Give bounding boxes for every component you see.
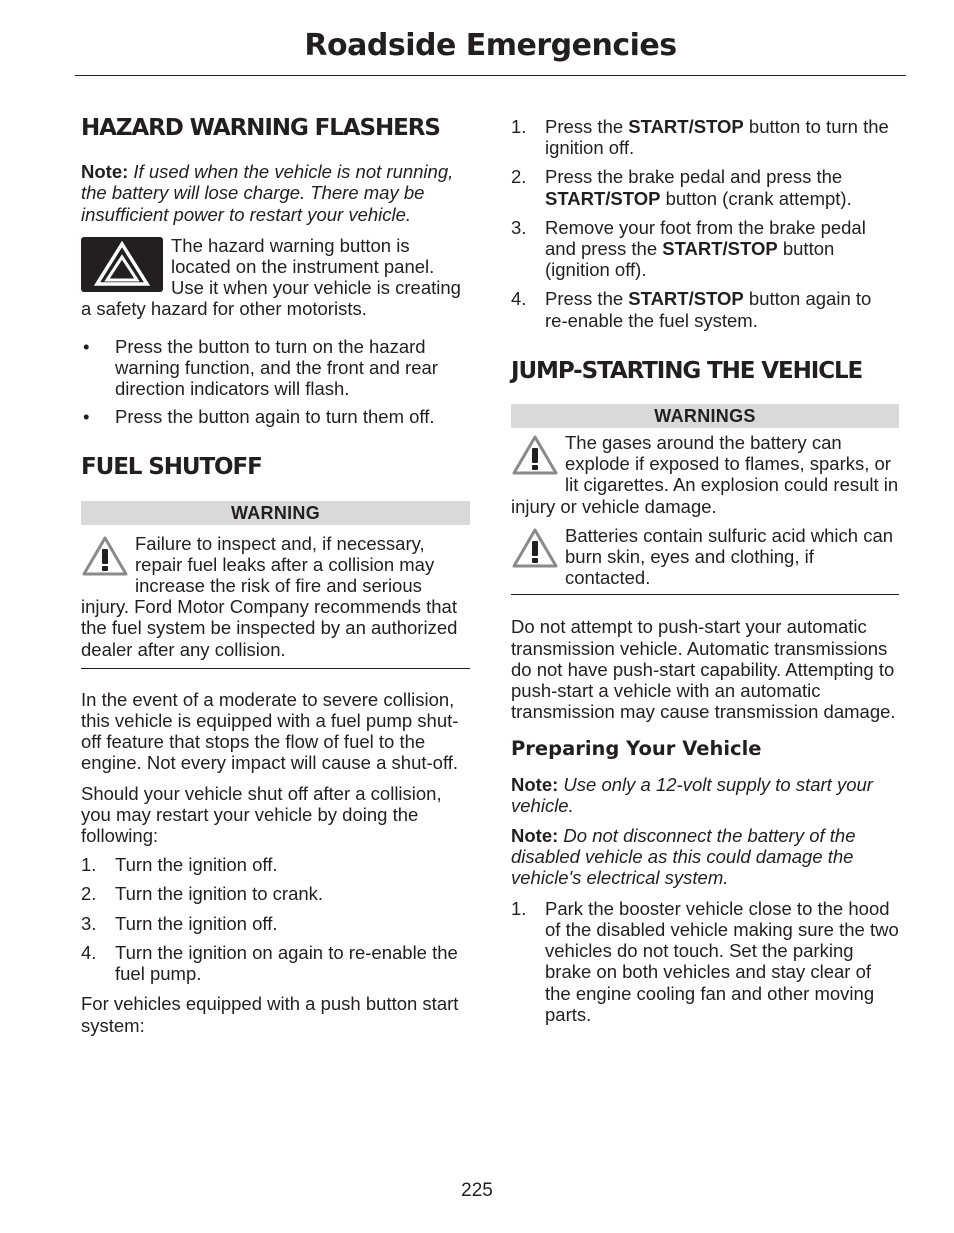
list-item [81, 883, 470, 904]
step-number: 4. [511, 288, 527, 310]
step-text: Press the START/STOP button to turn the ignition off. [545, 116, 889, 159]
page-number: 225 [461, 1180, 493, 1201]
step-number: 4. [81, 941, 97, 963]
fuel-steps [81, 854, 470, 984]
list-item [511, 116, 899, 158]
step-text: Remove your foot from the brake pedal and press the START/STOP button (ignition off). [545, 216, 866, 281]
start-stop-label: START/STOP [662, 238, 778, 260]
list-item [511, 288, 899, 330]
fuel-paragraph-1: In the event of a moderate to severe collision, this vehicle is equipped with a fuel pump shut-off feature that stops the flow of fuel to the engine. Not every impact will cause a shut-off. [81, 688, 459, 774]
page-title: Roadside Emergencies [304, 28, 677, 63]
warning-triangle-icon [511, 434, 559, 480]
note-label: Note: [511, 825, 559, 847]
start-stop-label: START/STOP [628, 288, 744, 310]
jump-paragraph: Do not attempt to push-start your automatic transmission vehicle. Automatic transmissions do not have push-start capability. Attempting to push-start a vehicle with an automatic transmission may cause transmission damage. [511, 616, 896, 723]
fuel-paragraph-2: Should your vehicle shut off after a collision, you may restart your vehicle by doing the following: [81, 782, 442, 847]
jump-warning-2: Batteries contain sulfuric acid which can burn skin, eyes and clothing, if contacted. [565, 524, 894, 589]
start-stop-label: START/STOP [628, 116, 744, 137]
divider [81, 668, 470, 669]
hazard-intro-block [81, 235, 470, 320]
step-number: 2. [81, 883, 97, 905]
title-divider [75, 75, 906, 76]
step-text: Turn the ignition off. [115, 912, 278, 934]
jump-warning-2-block [511, 525, 899, 589]
list-item [81, 942, 470, 984]
note-text: Do not disconnect the battery of the disabled vehicle as this could damage the vehicle's electrical system. [511, 825, 856, 889]
hazard-intro: The hazard warning button is located on the instrument panel. Use it when your vehicle is creating a safety hazard for other motorists. [81, 234, 461, 320]
jump-warning-1: The gases around the battery can explode if exposed to flames, sparks, or lit cigarettes. An explosion could result in injury or vehicle damage. [511, 432, 899, 517]
bullet-marker: • [83, 335, 90, 357]
hazard-heading: HAZARD WARNING FLASHERS [81, 115, 440, 141]
list-item [81, 336, 470, 400]
jump-note-1 [511, 774, 899, 816]
jump-heading: JUMP-STARTING THE VEHICLE [511, 357, 863, 384]
step-text: Press the brake pedal and press the START/STOP button (crank attempt). [545, 166, 852, 209]
warning-triangle-icon [511, 527, 559, 573]
note-label: Note: [511, 773, 559, 795]
list-item [81, 406, 470, 427]
hazard-note-text: If used when the vehicle is not running, the battery will lose charge. There may be insufficient power to restart your vehicle. [81, 161, 454, 225]
start-stop-label: START/STOP [545, 187, 661, 209]
note-text: Use only a 12-volt supply to start your vehicle. [511, 773, 873, 816]
warning-triangle-icon [81, 535, 129, 581]
hazard-triangle-icon [81, 237, 163, 296]
step-number: 3. [81, 912, 97, 934]
bullet-text: Press the button to turn on the hazard warning function, and the front and rear direction indicators will flash. [115, 335, 438, 400]
list-item [511, 166, 899, 208]
step-number: 1. [511, 116, 527, 137]
divider [511, 594, 899, 595]
list-item [511, 217, 899, 281]
step-number: 2. [511, 166, 527, 188]
bullet-marker: • [83, 406, 90, 428]
push-button-steps [511, 116, 899, 331]
hazard-note [81, 161, 470, 225]
fuel-warning-block [81, 533, 470, 660]
step-text: Press the START/STOP button again to re-enable the fuel system. [545, 288, 872, 331]
jump-warning-1-block [511, 432, 899, 517]
jump-steps [511, 898, 899, 1025]
step-number: 1. [511, 897, 527, 919]
step-text: Turn the ignition on again to re-enable the fuel pump. [115, 941, 458, 985]
fuel-warning-bar: WARNING [81, 501, 470, 525]
list-item [511, 898, 899, 1025]
step-number: 3. [511, 216, 527, 238]
list-item [81, 913, 470, 934]
fuel-paragraph-3: For vehicles equipped with a push button start system: [81, 993, 459, 1036]
step-text: Park the booster vehicle close to the hood of the disabled vehicle making sure the two vehicles do not touch. Set the parking brake on both vehicles and stay clear of the engine cooling fan and other moving parts. [545, 897, 899, 1025]
list-item [81, 854, 470, 875]
bullet-text: Press the button again to turn them off. [115, 406, 435, 428]
left-column [81, 116, 470, 1036]
step-number: 1. [81, 854, 97, 876]
hazard-bullets [81, 336, 470, 428]
jump-warnings-bar: WARNINGS [511, 404, 899, 428]
step-text: Turn the ignition to crank. [115, 883, 324, 905]
jump-note-2 [511, 825, 899, 889]
right-column [511, 116, 899, 1025]
step-text: Turn the ignition off. [115, 854, 278, 876]
fuel-warning-text: Failure to inspect and, if necessary, repair fuel leaks after a collision may increase the risk of fire and serious injury. Ford Motor Company recommends that the fuel system be inspected by an authorized dealer after any collision. [81, 532, 458, 660]
preparing-subheading: Preparing Your Vehicle [511, 737, 762, 761]
fuel-heading: FUEL SHUTOFF [81, 454, 262, 481]
hazard-note-label: Note: [81, 161, 129, 183]
